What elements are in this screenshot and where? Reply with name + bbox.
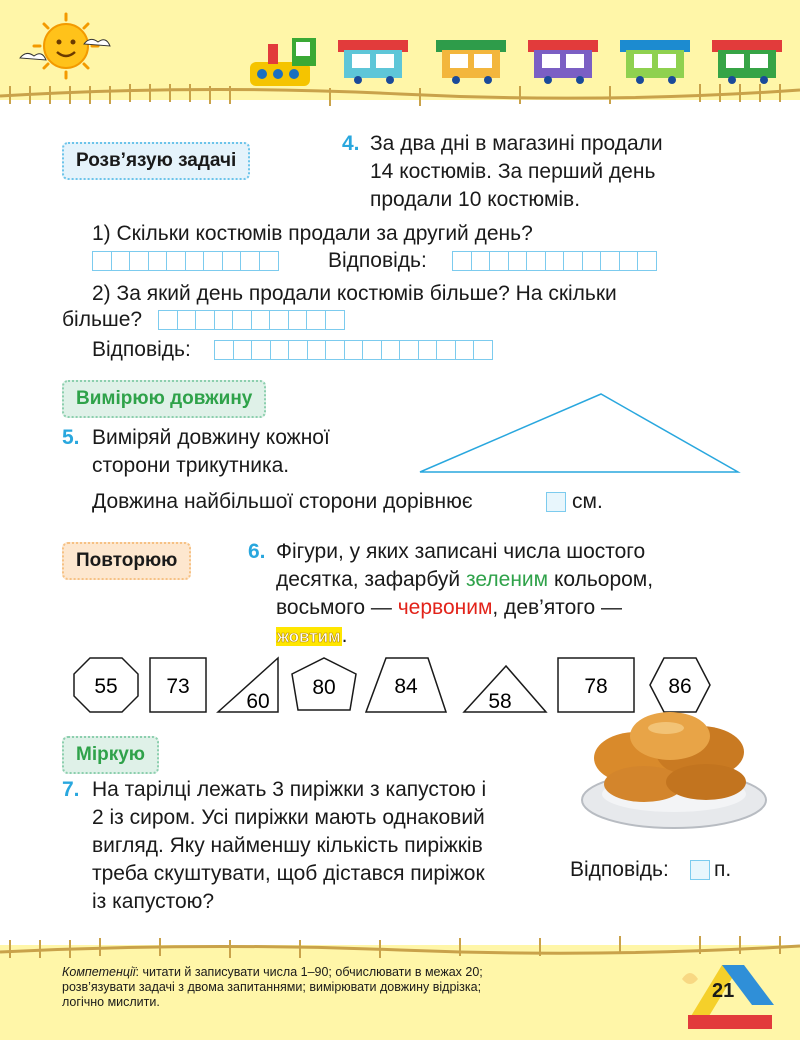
task-4-line-2: 14 костюмів. За перший день xyxy=(370,160,656,183)
task-6-line-2: десятка, зафарбуй зеленим кольором, xyxy=(276,568,654,591)
question-1: 1) Скільки костюмів продали за другий день? xyxy=(92,222,533,245)
svg-text:55: 55 xyxy=(94,675,118,698)
train-icon xyxy=(250,38,782,86)
task-4-line-3: продали 10 костюмів. xyxy=(370,188,581,211)
shape-triangle-58[interactable] xyxy=(464,666,546,713)
task-5-number: 5. xyxy=(62,426,80,449)
word-yellow: жовтим xyxy=(277,627,341,646)
shape-square-73[interactable] xyxy=(150,658,206,712)
svg-text:60: 60 xyxy=(246,690,270,713)
shape-triangle-60[interactable] xyxy=(218,658,278,713)
badge-think: Міркую xyxy=(62,736,159,774)
answer-box-length[interactable] xyxy=(546,492,566,512)
shape-pentagon-80[interactable] xyxy=(292,658,356,710)
task-4-number: 4. xyxy=(342,132,360,155)
svg-text:80: 80 xyxy=(312,676,336,699)
sun-icon xyxy=(20,14,110,78)
task-7-line-3: вигляд. Яку найменшу кількість пиріжків xyxy=(92,834,483,857)
badge-solve-problems: Розв’язую задачі xyxy=(62,142,250,180)
svg-text:86: 86 xyxy=(668,675,692,698)
svg-text:78: 78 xyxy=(584,675,608,698)
answer-label-q1: Відповідь: xyxy=(328,249,427,272)
task-7-answer-unit: п. xyxy=(714,858,732,881)
task-7-line-2: 2 із сиром. Усі пиріжки мають однаковий xyxy=(92,806,485,829)
header-decoration xyxy=(0,0,800,115)
triangle-figure xyxy=(415,388,745,478)
task-7-number: 7. xyxy=(62,778,80,801)
task-5-result-text: Довжина найбільшої сторони дорівнює xyxy=(92,490,473,513)
badge-measure-length: Вимірюю довжину xyxy=(62,380,266,418)
task-6-number: 6. xyxy=(248,540,266,563)
answer-cells-q1[interactable] xyxy=(92,251,277,271)
task-7-answer-label: Відповідь: xyxy=(570,858,669,881)
answer-field-q1[interactable] xyxy=(452,251,656,271)
shape-trapezoid-84[interactable] xyxy=(366,658,446,712)
footer-competencies: Компетенції: читати й записувати числа 1–90; обчислювати в межах 20; розв’язувати задачі з двома запитаннями; вимірювати довжину відрізка; логічно мислити. xyxy=(62,965,483,1009)
answer-box-pies[interactable] xyxy=(690,860,710,880)
task-4-line-1: За два дні в магазині продали xyxy=(370,132,663,155)
task-7-line-4: треба скуштувати, щоб дістався пиріжок xyxy=(92,862,485,885)
task-6-line-3: восьмого — червоним, дев’ятого — xyxy=(276,596,622,619)
question-2-line-2: більше? xyxy=(62,308,143,331)
task-7-line-5: із капустою? xyxy=(92,890,215,913)
task-7-line-1: На тарілці лежать 3 пиріжки з капустою і xyxy=(92,778,487,801)
answer-label-q2: Відповідь: xyxy=(92,338,191,361)
badge-repeat: Повторюю xyxy=(62,542,191,580)
page-number: 21 xyxy=(712,980,735,1002)
svg-text:58: 58 xyxy=(488,690,512,713)
task-6-line-4: жовтим. xyxy=(277,624,348,647)
word-red: червоним xyxy=(397,596,493,619)
shape-octagon-55[interactable] xyxy=(74,658,138,712)
task-5-line-1: Виміряй довжину кожної xyxy=(92,426,330,449)
task-6-line-1: Фігури, у яких записані числа шостого xyxy=(276,540,646,563)
task-5-unit: см. xyxy=(572,490,603,513)
answer-field-q2[interactable] xyxy=(214,340,492,360)
task-5-line-2: сторони трикутника. xyxy=(92,454,290,477)
answer-cells-q2[interactable] xyxy=(158,310,343,330)
svg-text:84: 84 xyxy=(394,675,418,698)
word-green: зеленим xyxy=(466,568,549,591)
question-2-line-1: 2) За який день продали костюмів більше? На скільки xyxy=(92,282,617,305)
svg-text:73: 73 xyxy=(166,675,190,698)
footer-label: Компетенції xyxy=(62,965,136,979)
pies-plate-image xyxy=(570,680,770,840)
